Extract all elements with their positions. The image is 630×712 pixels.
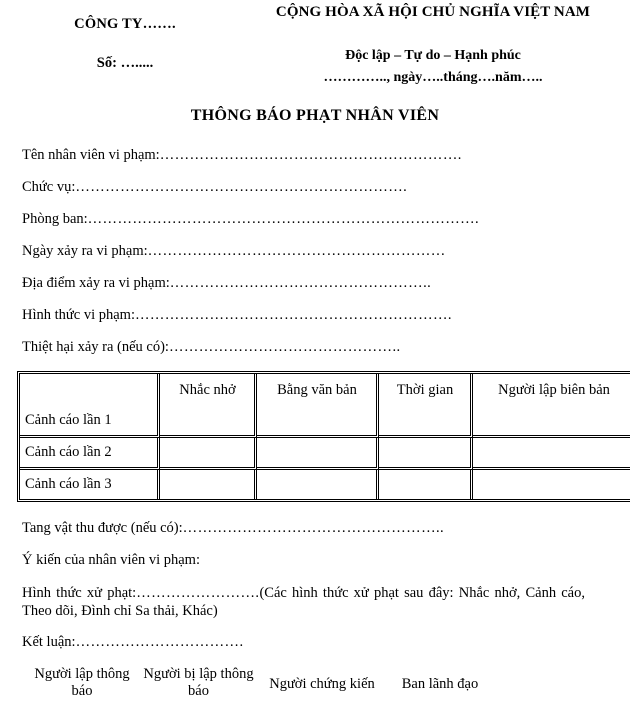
- row-cell-reminder[interactable]: [160, 470, 257, 499]
- row-cell-time[interactable]: [379, 406, 473, 438]
- fields-section: [0, 147, 630, 356]
- field-dots[interactable]: ……………………………………………..: [169, 275, 432, 291]
- field-label: Địa điểm xảy ra vi phạm:: [22, 275, 170, 291]
- row-cell-recorder[interactable]: [473, 470, 630, 499]
- conclusion-dots[interactable]: …………………………….: [75, 634, 244, 650]
- row-label: Cảnh cáo lần 2: [20, 438, 160, 470]
- penalty-label: Hình thức xử phạt:: [22, 585, 137, 601]
- row-label: Cảnh cáo lần 3: [20, 470, 160, 499]
- penalty-paragraph: [22, 584, 585, 620]
- opinion-label: Ý kiến của nhân viên vi phạm:: [22, 552, 200, 568]
- evidence-row: [22, 520, 630, 537]
- field-dots[interactable]: ………………………………………………………….: [75, 179, 408, 195]
- field-row: [22, 211, 630, 228]
- field-label: Chức vụ:: [22, 179, 76, 195]
- penalty-dots[interactable]: …………………….: [136, 585, 260, 601]
- row-cell-time[interactable]: [379, 470, 473, 499]
- signature-subject: Người bị lập thông báo: [143, 666, 254, 699]
- document-number: Số: ….....: [96, 55, 154, 71]
- company-name: CÔNG TY…….: [74, 16, 176, 32]
- field-label: Phòng ban:: [22, 211, 88, 227]
- opinion-row: [22, 552, 630, 569]
- field-row: [22, 179, 630, 196]
- table-row: [20, 406, 630, 438]
- field-label: Thiệt hại xảy ra (nếu có):: [22, 339, 169, 355]
- table-header-row: [20, 374, 630, 406]
- lower-section: [0, 520, 630, 651]
- signature-section: [0, 666, 630, 712]
- conclusion-row: [22, 634, 630, 651]
- signature-witness: Người chứng kiến: [269, 676, 375, 692]
- row-cell-written[interactable]: [257, 438, 379, 470]
- evidence-dots[interactable]: ……………………………………………..: [182, 520, 445, 536]
- field-dots[interactable]: ………………………………………..: [168, 339, 401, 355]
- company-block: [0, 0, 250, 72]
- field-label: Tên nhân viên vi phạm:: [22, 147, 160, 163]
- field-row: [22, 275, 630, 292]
- national-title: CỘNG HÒA XÃ HỘI CHỦ NGHĨA VIỆT NAM: [275, 4, 591, 20]
- row-cell-written[interactable]: [257, 406, 379, 438]
- document-header: [0, 0, 630, 90]
- table-header-cell-recorder: Người lập biên bản: [498, 381, 610, 398]
- field-label: Hình thức vi phạm:: [22, 307, 135, 323]
- page-title: THÔNG BÁO PHẠT NHÂN VIÊN: [190, 107, 440, 124]
- signature-management: Ban lãnh đạo: [401, 676, 479, 692]
- penalty-note: (Các hình thức xử phạt sau đây: Nhắc nhở, Cảnh cáo, Theo dõi, Đình chỉ Sa thải, Khác): [22, 585, 585, 619]
- field-dots[interactable]: ……………………………………………………….: [134, 307, 452, 323]
- field-row: [22, 339, 630, 356]
- field-row: [22, 243, 630, 260]
- warnings-table: [17, 371, 630, 502]
- table-header-cell-blank: [20, 374, 160, 406]
- row-label: Cảnh cáo lần 1: [20, 406, 160, 438]
- field-row: [22, 147, 630, 164]
- table-header-cell-reminder: Nhắc nhở: [160, 374, 257, 406]
- evidence-label: Tang vật thu được (nếu có):: [22, 520, 183, 536]
- field-dots[interactable]: ……………………………………………………: [147, 243, 446, 259]
- row-cell-recorder[interactable]: [473, 406, 630, 438]
- row-cell-time[interactable]: [379, 438, 473, 470]
- date-line: ………….., ngày…..tháng….năm…..: [323, 70, 543, 85]
- row-cell-reminder[interactable]: [160, 406, 257, 438]
- table-row: [20, 470, 630, 499]
- table-header-cell-time: Thời gian: [379, 374, 473, 406]
- field-label: Ngày xảy ra vi phạm:: [22, 243, 148, 259]
- row-cell-recorder[interactable]: [473, 438, 630, 470]
- row-cell-reminder[interactable]: [160, 438, 257, 470]
- field-dots[interactable]: …………………………………………………………………….: [87, 211, 480, 227]
- conclusion-label: Kết luận:: [22, 634, 76, 650]
- warnings-table-wrapper: [0, 371, 630, 502]
- national-heading-block: [236, 0, 630, 86]
- row-cell-written[interactable]: [257, 470, 379, 499]
- field-row: [22, 307, 630, 324]
- signature-author: Người lập thông báo: [34, 666, 130, 699]
- field-dots[interactable]: …………………………………………………….: [159, 147, 462, 163]
- table-header-cell-written: Bằng văn bản: [257, 374, 379, 406]
- national-motto: Độc lập – Tự do – Hạnh phúc: [345, 48, 521, 63]
- table-row: [20, 438, 630, 470]
